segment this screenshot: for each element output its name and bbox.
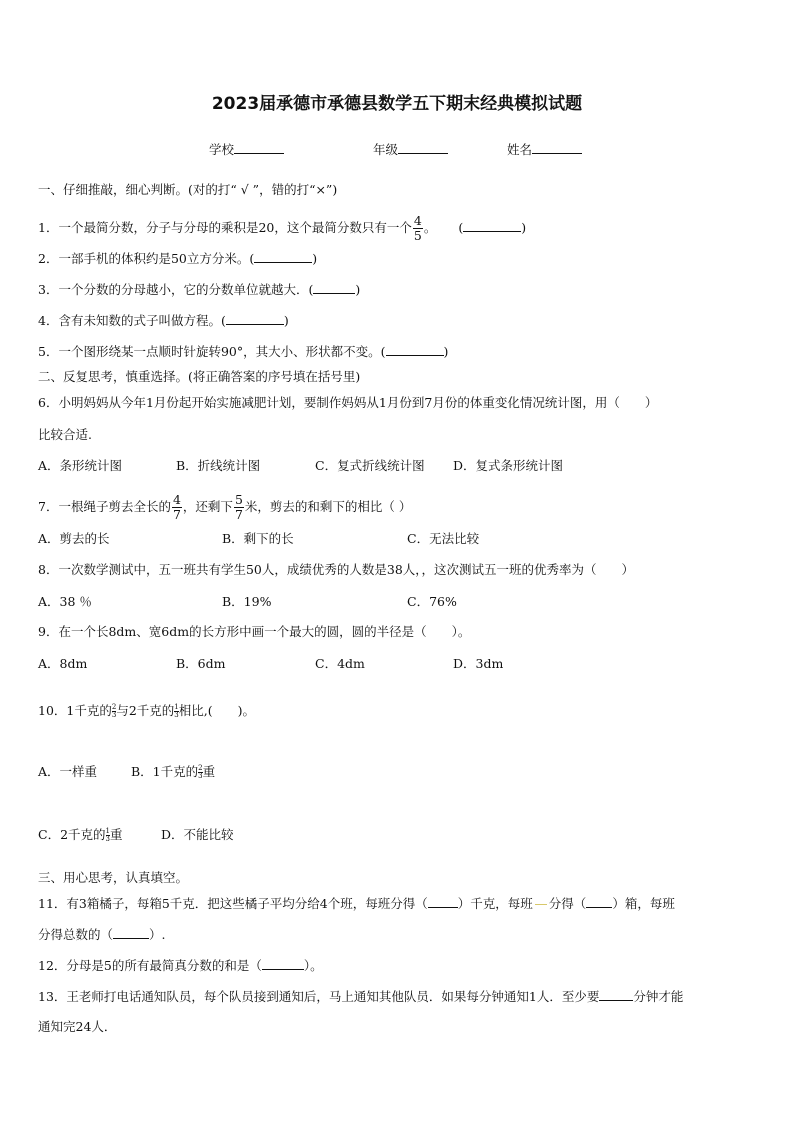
question-11-line-2b: ）. (149, 927, 166, 942)
question-9-option-a[interactable]: A．8dm (38, 656, 88, 671)
question-3-text: 3．一个分数的分母越小，它的分数单位就越大．( (38, 282, 314, 297)
fraction-denominator: 3 (105, 835, 110, 843)
fraction-denominator: 3 (174, 711, 179, 719)
page-title: 2023届承德市承德县数学五下期末经典模拟试题 (211, 94, 583, 114)
question-6-option-b[interactable]: B．折线统计图 (176, 458, 261, 473)
fraction-denominator: 7 (172, 507, 181, 522)
name-label: 姓名 (507, 142, 533, 157)
answer-blank[interactable] (386, 343, 444, 356)
grade-label: 年级 (373, 142, 399, 157)
question-13-line-1 (38, 988, 683, 1005)
highlight-mark (535, 904, 547, 905)
question-10-option-c[interactable] (38, 827, 123, 843)
question-2 (38, 250, 317, 267)
question-11-part-1: 11．有3箱橘子，每箱5千克．把这些橘子平均分给4个班，每班分得（ (38, 896, 428, 911)
question-13-post: 分钟才能 (633, 989, 684, 1004)
fraction-denominator: 3 (198, 772, 203, 780)
question-6-option-c[interactable]: C．复式折线统计图 (315, 458, 425, 473)
fraction-numerator: 2 (111, 703, 117, 711)
question-2-text: 2．一部手机的体积约是50立方分米。( (38, 251, 255, 266)
question-13-pre: 13．王老师打电话通知队员，每个队员接到通知后，马上通知其他队员．如果每分钟通知1人．至少要 (38, 989, 600, 1004)
question-12 (38, 957, 323, 974)
question-11-line-2a: 分得总数的（ (38, 927, 114, 942)
question-5-text: 5．一个图形绕某一点顺时针旋转90°，其大小、形状都不变。( (38, 344, 386, 359)
answer-blank[interactable] (313, 281, 355, 294)
question-11-line-2 (38, 926, 166, 943)
grade-blank[interactable] (398, 141, 448, 154)
question-8-option-b[interactable]: B．19% (222, 594, 272, 609)
question-7-option-b[interactable]: B．剩下的长 (222, 531, 294, 546)
section-1-heading: 一、仔细推敲，细心判断。(对的打“ √ ”，错的打“×”) (38, 182, 338, 197)
question-10-option-b[interactable] (131, 764, 215, 780)
question-4 (38, 312, 289, 329)
question-1-period: 。 (423, 220, 437, 235)
answer-blank[interactable] (428, 895, 458, 908)
question-13-line-2: 通知完24人． (38, 1019, 117, 1034)
question-11-part-3: 分得（ (548, 896, 587, 911)
name-field (507, 141, 582, 158)
fraction-denominator: 5 (413, 228, 422, 243)
question-7-post: 米，剪去的和剩下的相比（ ） (244, 499, 412, 514)
question-9-option-d[interactable]: D．3dm (453, 656, 504, 671)
fraction-numerator: 2 (198, 764, 203, 772)
fraction-numerator: 4 (172, 492, 181, 507)
question-7-option-c[interactable]: C．无法比较 (407, 531, 480, 546)
fraction-5-7 (234, 493, 244, 522)
option-b-pre: B．1千克的 (131, 764, 199, 779)
question-5 (38, 343, 448, 360)
question-4-text: 4．含有未知数的式子叫做方程。( (38, 313, 226, 328)
question-10-pre: 10．1千克的 (38, 703, 112, 718)
option-b-post: 重 (202, 764, 216, 779)
fraction-numerator: 1 (174, 703, 179, 711)
question-5-tail: ) (443, 344, 449, 359)
answer-blank[interactable] (262, 957, 304, 970)
question-7-pre: 7．一根绳子剪去全长的 (38, 499, 171, 514)
grade-field (373, 141, 448, 158)
question-7-mid: ，还剩下 (182, 499, 233, 514)
answer-blank[interactable] (599, 988, 633, 1001)
question-9-option-b[interactable]: B．6dm (176, 656, 226, 671)
question-8-option-a[interactable]: A．38 ％ (38, 594, 92, 609)
question-6-line-2: 比较合适. (38, 427, 92, 442)
question-12-tail: ）。 (303, 958, 323, 973)
question-10 (38, 703, 255, 719)
question-10-option-d[interactable]: D．不能比较 (161, 827, 234, 842)
question-7-option-a[interactable]: A．剪去的长 (38, 531, 110, 546)
question-9-option-c[interactable]: C．4dm (315, 656, 365, 671)
question-10-mid: 与2千克的 (116, 703, 175, 718)
answer-blank[interactable] (113, 926, 149, 939)
section-3-heading: 三、用心思考，认真填空。 (38, 870, 189, 885)
answer-paren-left: ( (458, 220, 464, 235)
question-11-line-1 (38, 895, 675, 912)
question-7 (38, 493, 411, 522)
name-blank[interactable] (532, 141, 582, 154)
fraction-4-5 (413, 214, 423, 243)
section-2-heading: 二、反复思考，慎重选择。(将正确答案的序号填在括号里) (38, 369, 361, 384)
school-field (209, 141, 284, 158)
fraction-denominator: 7 (234, 507, 243, 522)
answer-blank[interactable] (254, 250, 312, 263)
question-10-post: 相比,( )。 (178, 703, 255, 718)
question-1-text: 1．一个最简分数，分子与分母的乘积是20，这个最简分数只有一个 (38, 220, 412, 235)
answer-blank[interactable] (586, 895, 612, 908)
school-label: 学校 (209, 142, 235, 157)
question-6-option-d[interactable]: D．复式条形统计图 (453, 458, 564, 473)
question-2-tail: ) (312, 251, 318, 266)
option-c-pre: C．2千克的 (38, 827, 106, 842)
question-9: 9．在一个长8dm、宽6dm的长方形中画一个最大的圆，圆的半径是（ ）。 (38, 624, 471, 639)
option-c-post: 重 (110, 827, 123, 842)
school-blank[interactable] (234, 141, 284, 154)
fraction-numerator: 4 (413, 213, 422, 228)
question-3-tail: ) (355, 282, 361, 297)
question-4-tail: ) (283, 313, 289, 328)
answer-blank[interactable] (226, 312, 284, 325)
question-6-line-1: 6．小明妈妈从今年1月份起开始实施减肥计划，要制作妈妈从1月份到7月份的体重变化情况统计图，用（ ） (38, 395, 658, 410)
question-11-part-4: ）箱，每班 (612, 896, 675, 911)
question-10-option-a[interactable]: A．一样重 (38, 764, 98, 779)
question-1 (38, 214, 526, 243)
question-12-text: 12．分母是5的所有最简真分数的和是（ (38, 958, 262, 973)
question-6-option-a[interactable]: A．条形统计图 (38, 458, 123, 473)
fraction-4-7 (172, 493, 182, 522)
fraction-numerator: 1 (105, 827, 110, 835)
question-3 (38, 281, 360, 298)
question-11-part-2: ）千克，每班 (457, 896, 533, 911)
answer-paren-right: ) (521, 220, 527, 235)
fraction-denominator: 3 (111, 711, 117, 719)
answer-blank[interactable] (463, 219, 521, 232)
fraction-numerator: 5 (234, 492, 243, 507)
question-8: 8．一次数学测试中，五一班共有学生50人，成绩优秀的人数是38人，，这次测试五一班的优秀率为（ ） (38, 562, 635, 577)
question-8-option-c[interactable]: C．76% (407, 594, 457, 609)
